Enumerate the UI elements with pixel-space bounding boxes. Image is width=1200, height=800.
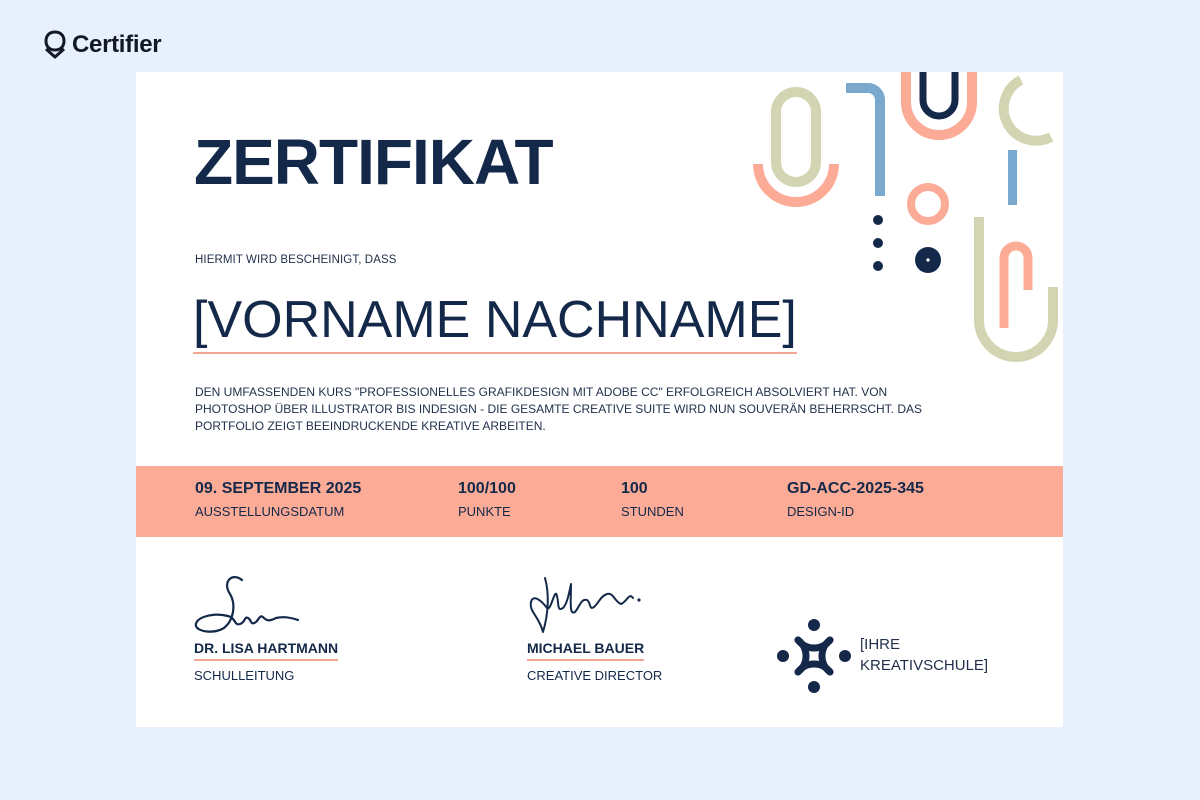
people-circle-logo-icon xyxy=(776,618,852,694)
score-block xyxy=(458,480,516,519)
signature-graphic xyxy=(194,572,324,640)
course-description: DEN UMFASSENDEN KURS "PROFESSIONELLES GRAFIKDESIGN MIT ADOBE CC" ERFOLGREICH ABSOLVIERT HAT. VON PHOTOSHOP ÜBER ILLUSTRATOR BIS INDESIGN - DIE GESAMTE CREATIVE SUITE WIRD NUN SOUVERÄN BEHERRSCHT. DAS PORTFOLIO ZEIGT BEEINDRUCKENDE KREATIVE ARBEITEN. xyxy=(195,385,923,433)
issue-date-label: AUSSTELLUNGSDATUM xyxy=(195,504,345,519)
certifier-brand xyxy=(44,30,161,60)
hours-label: STUNDEN xyxy=(621,504,684,519)
certificate xyxy=(136,72,1063,727)
signature-block-director xyxy=(527,572,662,683)
design-id-block xyxy=(787,480,924,519)
issue-date-block xyxy=(195,480,361,519)
director-name: MICHAEL BAUER xyxy=(527,640,644,661)
principal-role: SCHULLEITUNG xyxy=(194,668,295,683)
school-name: [IHRE KREATIVSCHULE] xyxy=(860,636,989,674)
certification-intro: HIERMIT WIRD BESCHEINIGT, DASS xyxy=(195,254,397,266)
score-label: PUNKTE xyxy=(458,504,511,519)
design-id-value: GD-ACC-2025-345 xyxy=(787,480,924,497)
signature-block-principal xyxy=(194,572,338,683)
recipient-name: [VORNAME NACHNAME] xyxy=(193,294,797,354)
issue-date-value: 09. SEPTEMBER 2025 xyxy=(195,480,362,497)
brand-name: Certifier xyxy=(72,31,162,58)
certificate-title: ZERTIFIKAT xyxy=(194,126,553,198)
hours-block xyxy=(621,480,684,519)
score-value: 100/100 xyxy=(458,480,516,497)
director-role: CREATIVE DIRECTOR xyxy=(527,668,663,683)
principal-name: DR. LISA HARTMANN xyxy=(194,640,338,661)
signature-graphic xyxy=(527,572,657,640)
hours-value: 100 xyxy=(621,480,648,497)
design-id-label: DESIGN-ID xyxy=(787,504,855,519)
info-band xyxy=(136,466,1063,537)
certifier-logo-icon xyxy=(44,30,66,60)
